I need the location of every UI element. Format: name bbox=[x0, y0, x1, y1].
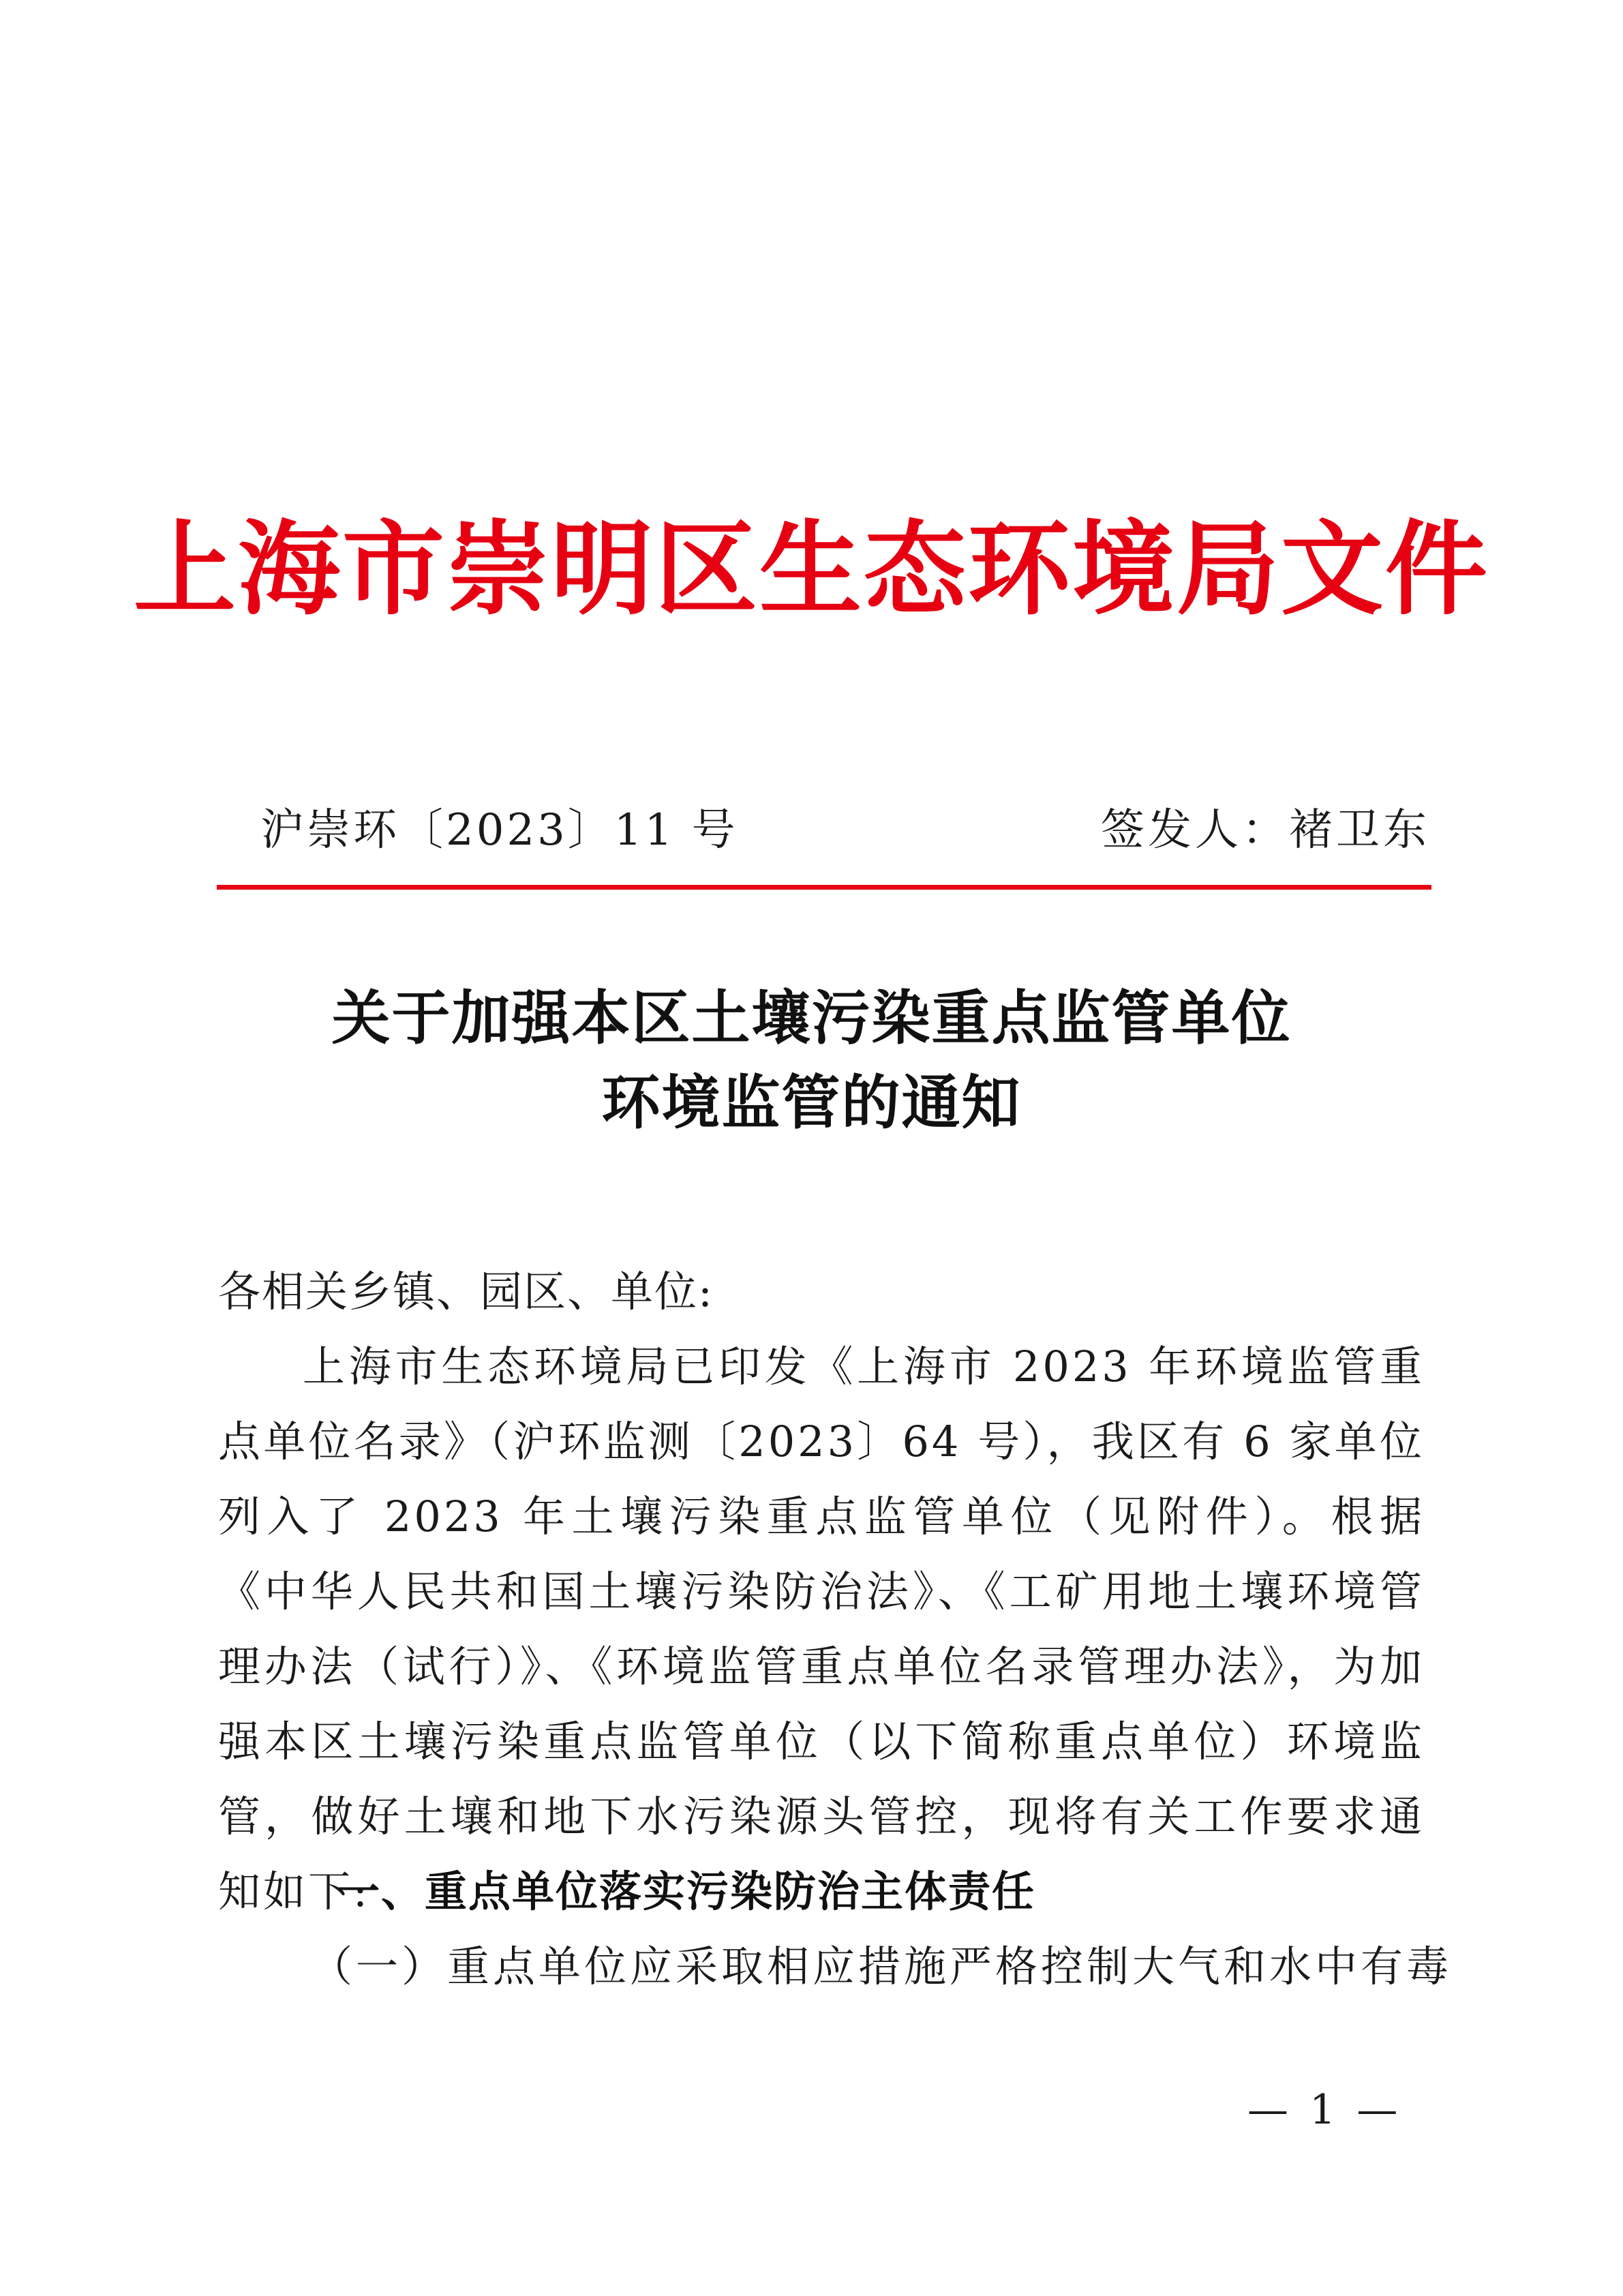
section-heading: 一、重点单位落实污染防治主体责任 bbox=[337, 1867, 1036, 1916]
salutation: 各相关乡镇、园区、单位: bbox=[218, 1267, 714, 1316]
signer: 签发人：褚卫东 bbox=[1101, 805, 1430, 856]
document-number: 沪崇环〔2023〕11 号 bbox=[260, 805, 738, 856]
page-number: — 1 — bbox=[1247, 2086, 1402, 2134]
title-line-1: 关于加强本区土壤污染重点监管单位 bbox=[331, 984, 1292, 1053]
document-meta bbox=[217, 796, 1430, 864]
masthead-title: 上海市崇明区生态环境局文件 bbox=[133, 509, 1489, 629]
red-divider-line bbox=[217, 885, 1431, 890]
document-title bbox=[0, 976, 1623, 1145]
title-line-2: 环境监管的通知 bbox=[601, 1068, 1022, 1137]
section-item: （一）重点单位应采取相应措施严格控制大气和水中有毒 bbox=[310, 1942, 1453, 1991]
body-paragraph: 上海市生态环境局已印发《上海市 2023 年环境监管重点单位名录》（沪环监测〔2023〕64 号），我区有 6 家单位列入了 2023 年土壤污染重点监管单位（见附件）。根据《中华人民共和国土壤污染防治法》、《工矿用地土壤环境管理办法（试行）》、《环境监管重点单位名录管理办法》，为加强本区土壤污染重点监管单位（以下简称重点单位）环境监管，做好土壤和地下水污染源头管控，现将有关工作要求通知如下: bbox=[218, 1342, 1425, 1916]
